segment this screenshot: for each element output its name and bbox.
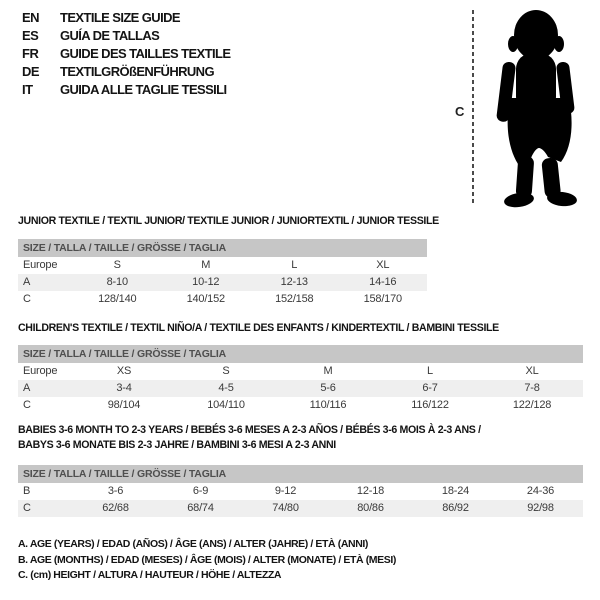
baby-silhouette-icon bbox=[483, 6, 593, 208]
size-header-bar: SIZE / TALLA / TAILLE / GRÖSSE / TAGLIA bbox=[18, 239, 427, 257]
value-cell: 10-12 bbox=[192, 276, 220, 288]
table-row-height bbox=[18, 397, 583, 414]
value-cell: 116/122 bbox=[411, 399, 449, 411]
value-cell: 128/140 bbox=[98, 293, 137, 305]
value-cell: 98/104 bbox=[107, 399, 141, 411]
value-cell: 8-10 bbox=[106, 276, 128, 288]
value-cell: 18-24 bbox=[441, 485, 470, 497]
size-cell: L bbox=[427, 365, 433, 377]
height-measure-dashed-line bbox=[472, 10, 474, 206]
language-code: IT bbox=[22, 82, 33, 97]
row-label: C bbox=[23, 502, 31, 514]
value-cell: 3-4 bbox=[116, 382, 132, 394]
language-code: DE bbox=[22, 64, 40, 79]
table-row-age bbox=[18, 380, 583, 397]
value-cell: 92/98 bbox=[527, 502, 554, 514]
value-cell: 9-12 bbox=[274, 485, 297, 497]
language-title: GUIDE DES TAILLES TEXTILE bbox=[60, 46, 231, 61]
table-row-height bbox=[18, 291, 427, 308]
value-cell: 152/158 bbox=[275, 293, 314, 305]
language-code: EN bbox=[22, 10, 40, 25]
table-row-age bbox=[18, 274, 427, 291]
value-cell: 86/92 bbox=[442, 502, 469, 514]
language-row bbox=[22, 81, 230, 99]
footnotes bbox=[18, 537, 396, 584]
value-cell: 74/80 bbox=[272, 502, 299, 514]
babies-title-line1: BABIES 3-6 MONTH TO 2-3 YEARS / BEBÉS 3-6 MESES A 2-3 AÑOS / BÉBÉS 3-6 MOIS À 2-3 ANS / bbox=[18, 424, 481, 436]
size-cell: L bbox=[291, 259, 298, 271]
value-cell: 104/110 bbox=[207, 399, 245, 411]
value-cell: 14-16 bbox=[369, 276, 397, 288]
value-cell: 4-5 bbox=[218, 382, 234, 394]
row-label: C bbox=[23, 293, 31, 305]
value-cell: 3-6 bbox=[107, 485, 124, 497]
value-cell: 68/74 bbox=[187, 502, 214, 514]
babies-size-table bbox=[18, 465, 583, 517]
language-code: ES bbox=[22, 28, 39, 43]
language-row bbox=[22, 45, 230, 63]
region-cell: Europe bbox=[23, 365, 58, 377]
language-code: FR bbox=[22, 46, 39, 61]
children-size-table bbox=[18, 345, 583, 414]
value-cell: 158/170 bbox=[363, 293, 402, 305]
value-cell: 80/86 bbox=[357, 502, 384, 514]
row-label: B bbox=[23, 485, 31, 497]
footnote-age-years: A. AGE (YEARS) / EDAD (AÑOS) / ÂGE (ANS) / ALTER (JAHRE) / ETÀ (ANNI) bbox=[18, 538, 369, 550]
babies-title-line2: BABYS 3-6 MONATE BIS 2-3 JAHRE / BAMBINI 3-6 MESI A 2-3 ANNI bbox=[18, 439, 336, 451]
language-title: TEXTILE SIZE GUIDE bbox=[60, 10, 180, 25]
value-cell: 140/152 bbox=[186, 293, 225, 305]
junior-size-table bbox=[18, 239, 427, 308]
table-header-row bbox=[18, 363, 583, 380]
language-row bbox=[22, 27, 230, 45]
value-cell: 122/128 bbox=[512, 399, 552, 411]
size-header-bar: SIZE / TALLA / TAILLE / GRÖSSE / TAGLIA bbox=[18, 345, 583, 363]
language-title: GUIDA ALLE TAGLIE TESSILI bbox=[60, 82, 227, 97]
value-cell: 12-13 bbox=[280, 276, 308, 288]
babies-section-title bbox=[18, 423, 558, 453]
children-section-title: CHILDREN'S TEXTILE / TEXTIL NIÑO/A / TEXTILE DES ENFANTS / KINDERTEXTIL / BAMBINI TESSILE bbox=[18, 322, 499, 334]
junior-section-title: JUNIOR TEXTILE / TEXTIL JUNIOR/ TEXTILE JUNIOR / JUNIORTEXTIL / JUNIOR TESSILE bbox=[18, 215, 439, 227]
row-label: A bbox=[23, 276, 31, 288]
size-cell: XL bbox=[525, 365, 539, 377]
row-label: A bbox=[23, 382, 31, 394]
size-cell: XL bbox=[376, 259, 390, 271]
language-title-list bbox=[22, 9, 230, 99]
value-cell: 6-7 bbox=[422, 382, 438, 394]
language-row bbox=[22, 63, 230, 81]
size-cell: S bbox=[113, 259, 121, 271]
value-cell: 62/68 bbox=[102, 502, 129, 514]
value-cell: 5-6 bbox=[320, 382, 336, 394]
row-label: C bbox=[23, 399, 31, 411]
table-row-months bbox=[18, 483, 583, 500]
language-row bbox=[22, 9, 230, 27]
size-cell: M bbox=[323, 365, 333, 377]
language-title: GUÍA DE TALLAS bbox=[60, 28, 160, 43]
size-cell: XS bbox=[116, 365, 132, 377]
size-header-bar: SIZE / TALLA / TAILLE / GRÖSSE / TAGLIA bbox=[18, 465, 583, 483]
value-cell: 110/116 bbox=[309, 399, 347, 411]
footnote-height: C. (cm) HEIGHT / ALTURA / HAUTEUR / HÖHE / ALTEZZA bbox=[18, 569, 282, 581]
height-measure-label: C bbox=[455, 104, 465, 119]
region-cell: Europe bbox=[23, 259, 58, 271]
footnote-age-months: B. AGE (MONTHS) / EDAD (MESES) / ÂGE (MOIS) / ALTER (MONATE) / ETÀ (MESI) bbox=[18, 553, 396, 566]
size-cell: S bbox=[222, 365, 230, 377]
value-cell: 12-18 bbox=[356, 485, 385, 497]
language-title: TEXTILGRÖßENFÜHRUNG bbox=[60, 64, 214, 79]
table-header-row bbox=[18, 257, 427, 274]
size-cell: M bbox=[201, 259, 211, 271]
value-cell: 24-36 bbox=[526, 485, 555, 497]
value-cell: 7-8 bbox=[524, 382, 540, 394]
table-row-height bbox=[18, 500, 583, 517]
value-cell: 6-9 bbox=[192, 485, 209, 497]
